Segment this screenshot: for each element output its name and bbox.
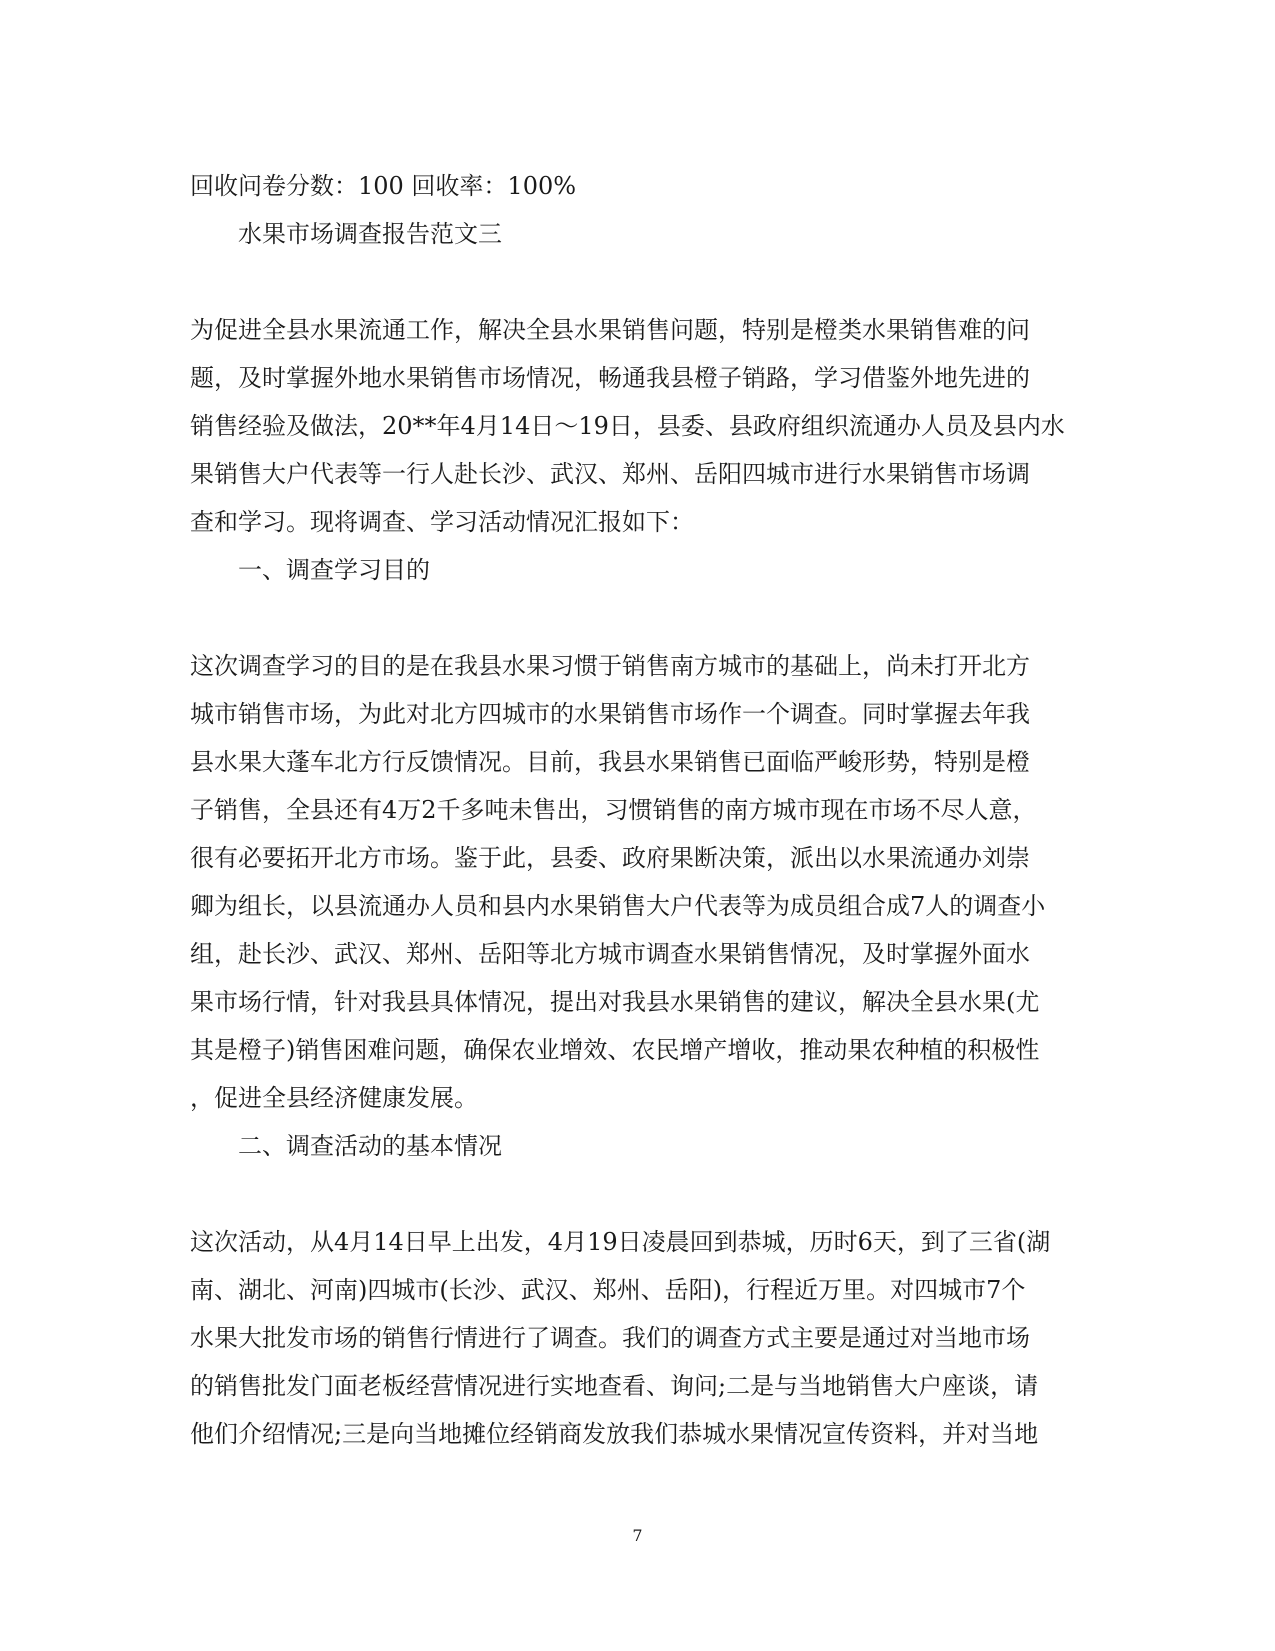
- paragraph-gap: [190, 1170, 1090, 1218]
- paragraph-line: 城市销售市场，为此对北方四城市的水果销售市场作一个调查。同时掌握去年我: [190, 700, 1030, 728]
- survey-stats-line: 回收问卷分数：100 回收率：100%: [190, 172, 577, 200]
- paragraph-line: 子销售，全县还有4万2千多吨未售出，习惯销售的南方城市现在市场不尽人意，: [190, 796, 1037, 824]
- paragraph-line: 这次活动，从4月14日早上出发，4月19日凌晨回到恭城，历时6天，到了三省(湖: [190, 1228, 1051, 1256]
- paragraph-line: 南、湖北、河南)四城市(长沙、武汉、郑州、岳阳)，行程近万里。对四城市7个: [190, 1276, 1026, 1304]
- paragraph-line: 其是橙子)销售困难问题，确保农业增效、农民增产增收，推动果农种植的积极性: [190, 1036, 1040, 1064]
- paragraph-line: 题，及时掌握外地水果销售市场情况，畅通我县橙子销路，学习借鉴外地先进的: [190, 364, 1030, 392]
- paragraph-line: 为促进全县水果流通工作，解决全县水果销售问题，特别是橙类水果销售难的问: [190, 316, 1030, 344]
- paragraph-line: 销售经验及做法，20**年4月14日～19日，县委、县政府组织流通办人员及县内水: [190, 412, 1065, 440]
- page-number: 7: [632, 1526, 643, 1545]
- section-heading-activity: 二、调查活动的基本情况: [238, 1132, 502, 1160]
- paragraph-line: 组，赴长沙、武汉、郑州、岳阳等北方城市调查水果销售情况，及时掌握外面水: [190, 940, 1030, 968]
- paragraph-line: 这次调查学习的目的是在我县水果习惯于销售南方城市的基础上，尚未打开北方: [190, 652, 1030, 680]
- paragraph-line: 县水果大蓬车北方行反馈情况。目前，我县水果销售已面临严峻形势，特别是橙: [190, 748, 1030, 776]
- paragraph-line: 查和学习。现将调查、学习活动情况汇报如下：: [190, 508, 694, 536]
- section-title: 水果市场调查报告范文三: [238, 220, 502, 248]
- paragraph-line: ，促进全县经济健康发展。: [190, 1084, 478, 1112]
- paragraph-line: 果销售大户代表等一行人赴长沙、武汉、郑州、岳阳四城市进行水果销售市场调: [190, 460, 1030, 488]
- paragraph-gap: [190, 258, 1090, 306]
- paragraph-gap: [190, 594, 1090, 642]
- paragraph-line: 果市场行情，针对我县具体情况，提出对我县水果销售的建议，解决全县水果(尤: [190, 988, 1040, 1016]
- section-heading-purpose: 一、调查学习目的: [238, 556, 430, 584]
- document-body: [190, 162, 1090, 1458]
- paragraph-line: 卿为组长，以县流通办人员和县内水果销售大户代表等为成员组合成7人的调查小: [190, 892, 1046, 920]
- paragraph-line: 的销售批发门面老板经营情况进行实地查看、询问;二是与当地销售大户座谈，请: [190, 1372, 1039, 1400]
- paragraph-line: 很有必要拓开北方市场。鉴于此，县委、政府果断决策，派出以水果流通办刘崇: [190, 844, 1030, 872]
- paragraph-line: 他们介绍情况;三是向当地摊位经销商发放我们恭城水果情况宣传资料，并对当地: [190, 1420, 1039, 1448]
- paragraph-line: 水果大批发市场的销售行情进行了调查。我们的调查方式主要是通过对当地市场: [190, 1324, 1030, 1352]
